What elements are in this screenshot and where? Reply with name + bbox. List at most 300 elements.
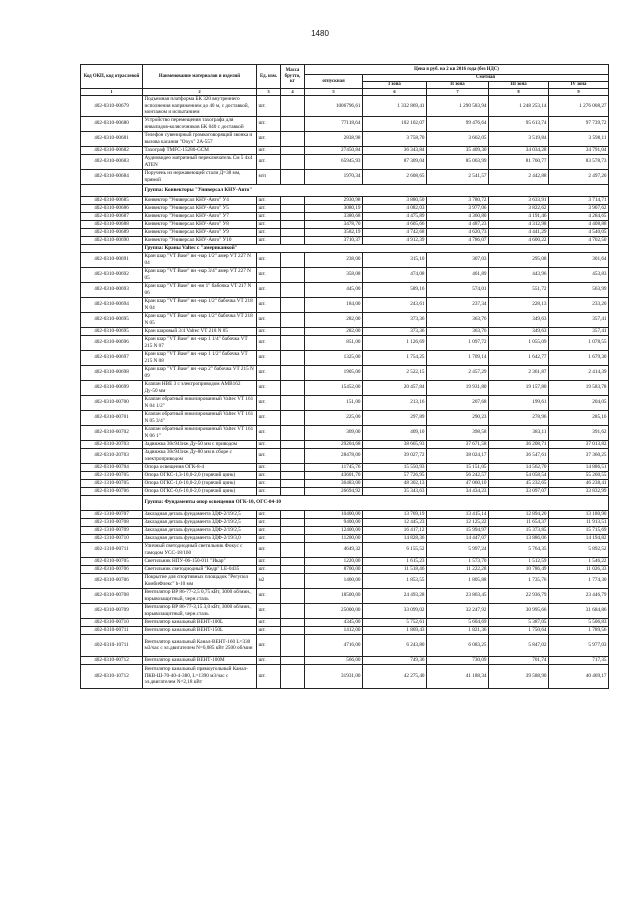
- item-unit: м2: [257, 573, 281, 588]
- item-mass: [281, 282, 305, 297]
- price-zone-2: 41 188,34: [427, 664, 489, 688]
- price-release: 282,00: [305, 327, 363, 335]
- item-unit: шт.: [257, 618, 281, 626]
- item-mass: [281, 618, 305, 626]
- item-mass: [281, 410, 305, 425]
- price-release: 43601,70: [305, 471, 363, 479]
- header-zone-2: II зона: [427, 82, 489, 89]
- price-zone-2: 15 151,05: [427, 463, 489, 471]
- price-zone-3: 1 735,76: [489, 573, 549, 588]
- price-release: 358,08: [305, 267, 363, 282]
- item-unit: шт.: [257, 448, 281, 463]
- price-zone-4: 3 598,11: [549, 131, 609, 146]
- price-zone-1: 2 608,65: [363, 169, 427, 184]
- price-zone-1: 12 445,23: [363, 518, 427, 526]
- price-zone-3: 4 312,98: [489, 220, 549, 228]
- item-code: 402-0310-00712: [81, 656, 143, 664]
- item-name: Кран шар "VT Base" вн -нар 1/2" бабочка VT 218 N 05: [143, 312, 257, 327]
- group-row: [81, 244, 609, 252]
- item-code: 402-0310-00708: [81, 588, 143, 603]
- table-row: [81, 425, 609, 440]
- item-mass: [281, 588, 305, 603]
- table-row: [81, 463, 609, 471]
- item-name: Конвектор "Универсал КНУ-Авто" У9: [143, 228, 257, 236]
- item-mass: [281, 542, 305, 557]
- price-release: 65945,93: [305, 154, 363, 169]
- price-zone-1: 4 475,89: [363, 212, 427, 220]
- item-mass: [281, 267, 305, 282]
- price-release: 4345,00: [305, 618, 363, 626]
- item-mass: [281, 196, 305, 204]
- item-unit: шт.: [257, 440, 281, 448]
- item-name: Конвектор "Универсал КНУ-Авто" У7: [143, 212, 257, 220]
- item-name: Клапан НВЕ 3 с электроприводом AMB162 Ду-50 мм: [143, 380, 257, 395]
- price-zone-2: 4 360,80: [427, 212, 489, 220]
- table-row: [81, 267, 609, 282]
- price-zone-2: 4 786,07: [427, 236, 489, 244]
- price-zone-3: 199,61: [489, 395, 549, 410]
- price-zone-3: 3 519,84: [489, 131, 549, 146]
- item-name: Вентилятор канальный ВЕНТ-150L: [143, 626, 257, 634]
- price-release: 77118,64: [305, 116, 363, 131]
- price-zone-1: 48 302,13: [363, 479, 427, 487]
- table-row: [81, 350, 609, 365]
- item-unit: шт.: [257, 312, 281, 327]
- price-zone-2: 207,68: [427, 395, 489, 410]
- item-code: 402-1310-00707: [81, 510, 143, 518]
- price-zone-2: 37 671,58: [427, 440, 489, 448]
- group-row: [81, 184, 609, 196]
- price-zone-3: 5 764,35: [489, 542, 549, 557]
- price-zone-1: 36 343,84: [363, 146, 427, 154]
- price-zone-4: 40 469,17: [549, 664, 609, 688]
- table-row: [81, 312, 609, 327]
- price-zone-1: 14 828,36: [363, 534, 427, 542]
- item-name: Кран шар "VT Base" вн -вн 1" бабочка VT 217 N 06: [143, 282, 257, 297]
- price-zone-1: 2 522,15: [363, 365, 427, 380]
- price-zone-2: 14 447,07: [427, 534, 489, 542]
- price-zone-4: 357,41: [549, 327, 609, 335]
- table-row: [81, 365, 609, 380]
- item-unit: шт.: [257, 565, 281, 573]
- item-mass: [281, 365, 305, 380]
- item-mass: [281, 479, 305, 487]
- price-zone-4: 11 913,51: [549, 518, 609, 526]
- item-code: 402-0310-00685: [81, 196, 143, 204]
- col-number: 6: [363, 89, 427, 96]
- table-row: [81, 395, 609, 410]
- price-zone-3: 15 373,85: [489, 526, 549, 534]
- item-name: Закладная деталь фундамента ЗДФ-2/19/3,0: [143, 534, 257, 542]
- item-mass: [281, 169, 305, 184]
- price-zone-4: 285,16: [549, 410, 609, 425]
- price-zone-4: 11 026,33: [549, 565, 609, 573]
- price-release: 2838,98: [305, 131, 363, 146]
- item-unit: шт.: [257, 350, 281, 365]
- item-unit: шт.: [257, 196, 281, 204]
- item-name: Кран шаровый 3/4 Valtec VT 218 N 05: [143, 327, 257, 335]
- price-zone-1: 38 665,93: [363, 440, 427, 448]
- price-zone-4: 14 194,82: [549, 534, 609, 542]
- item-mass: [281, 463, 305, 471]
- price-release: 29204,68: [305, 440, 363, 448]
- price-zone-3: 383,11: [489, 425, 549, 440]
- group-title: Группа: Краны Valtec с "американкой": [143, 244, 609, 252]
- item-mass: [281, 154, 305, 169]
- price-zone-2: 1 097,72: [427, 335, 489, 350]
- price-zone-2: 32 247,92: [427, 603, 489, 618]
- price-release: 3080,19: [305, 204, 363, 212]
- price-zone-3: 95 613,74: [489, 116, 549, 131]
- page-number: 1480: [311, 29, 329, 38]
- group-title: Группа: Фундаменты опор освещения ОГК-10, ОГС-04-10: [143, 495, 609, 510]
- column-number-row: [81, 89, 609, 96]
- price-zone-3: 1 512,59: [489, 557, 549, 565]
- item-unit: шт.: [257, 526, 281, 534]
- table-row: [81, 169, 609, 184]
- price-zone-2: 19 931,80: [427, 380, 489, 395]
- price-zone-4: 33 832,99: [549, 487, 609, 495]
- price-release: 4716,00: [305, 634, 363, 656]
- group-spacer: [81, 244, 143, 252]
- price-release: 36483,00: [305, 479, 363, 487]
- price-release: 282,00: [305, 312, 363, 327]
- price-zone-4: 301,64: [549, 252, 609, 267]
- price-zone-1: 24 493,28: [363, 588, 427, 603]
- col-number: 7: [427, 89, 489, 96]
- item-code: 402-0310-00697: [81, 350, 143, 365]
- price-zone-1: 11 518,46: [363, 565, 427, 573]
- table-row: [81, 565, 609, 573]
- price-zone-3: 701,74: [489, 656, 549, 664]
- table-row: [81, 542, 609, 557]
- price-zone-1: 409,10: [363, 425, 427, 440]
- price-zone-3: 349,63: [489, 327, 549, 335]
- item-unit: шт.: [257, 510, 281, 518]
- price-zone-1: 20 457,84: [363, 380, 427, 395]
- price-zone-4: 4 284,65: [549, 212, 609, 220]
- price-release: 4649,32: [305, 542, 363, 557]
- item-unit: шт.: [257, 327, 281, 335]
- item-code: 402-0310-00687: [81, 212, 143, 220]
- price-zone-1: 4 605,66: [363, 220, 427, 228]
- price-zone-4: 3 714,71: [549, 196, 609, 204]
- item-code: 402-0310-00692: [81, 267, 143, 282]
- item-name: Уличный светодиодный светильник Фокус с гамодом УСС-18/160: [143, 542, 257, 557]
- price-zone-1: 474,08: [363, 267, 427, 282]
- item-unit: шт.: [257, 463, 281, 471]
- item-code: 402-0310-00689: [81, 228, 143, 236]
- group-spacer: [81, 184, 143, 196]
- item-unit: шт.: [257, 365, 281, 380]
- item-unit: шт.: [257, 335, 281, 350]
- price-zone-1: 749,36: [363, 656, 427, 664]
- item-code: 402-1310-00705: [81, 479, 143, 487]
- price-zone-4: 1 679,30: [549, 350, 609, 365]
- item-unit: шт.: [257, 297, 281, 312]
- item-unit: м/п: [257, 169, 281, 184]
- price-zone-3: 19 157,80: [489, 380, 549, 395]
- table-row: [81, 131, 609, 146]
- price-table: [80, 64, 609, 689]
- price-zone-2: 5 604,69: [427, 618, 489, 626]
- item-mass: [281, 252, 305, 267]
- header-estimate: Сметная: [363, 75, 609, 82]
- item-name: Светильник НПУ-06-150-011 "Икар": [143, 557, 257, 565]
- table-row: [81, 440, 609, 448]
- price-zone-3: 2 442,88: [489, 169, 549, 184]
- price-zone-4: 4 540,05: [549, 228, 609, 236]
- price-zone-4: 19 583,78: [549, 380, 609, 395]
- price-zone-3: 295,08: [489, 252, 549, 267]
- col-number: 3: [257, 89, 281, 96]
- item-mass: [281, 565, 305, 573]
- price-zone-3: 228,13: [489, 297, 549, 312]
- price-zone-2: 1 805,88: [427, 573, 489, 588]
- item-name: Вентилятор канальный Канал-ВЕНТ-160 L=330 м3/час с эл.двигателем N=0,085 кВт 2500 об/мин: [143, 634, 257, 656]
- price-release: 28478,00: [305, 448, 363, 463]
- price-zone-1: 373,36: [363, 327, 427, 335]
- item-mass: [281, 312, 305, 327]
- item-mass: [281, 220, 305, 228]
- price-zone-3: 4 191,46: [489, 212, 549, 220]
- header-unit: Ед. изм.: [257, 65, 281, 89]
- item-name: Конвектор "Универсал КНУ-Авто" У10: [143, 236, 257, 244]
- item-code: 402-0310-00682: [81, 146, 143, 154]
- price-release: 26694,92: [305, 487, 363, 495]
- price-zone-2: 35 409,30: [427, 146, 489, 154]
- item-code: 402-0310-10711: [81, 634, 143, 656]
- price-zone-4: 1 774,30: [549, 573, 609, 588]
- item-code: 402-0310-00683: [81, 154, 143, 169]
- item-name: Покрытие для спортивных площадок "Регупол КомбиФлекс" h-10 мм: [143, 573, 257, 588]
- item-name: Светильник светодиодный "Кедр" LE-0435: [143, 565, 257, 573]
- price-zone-3: 3 633,91: [489, 196, 549, 204]
- item-mass: [281, 634, 305, 656]
- price-zone-1: 589,16: [363, 282, 427, 297]
- table-row: [81, 448, 609, 463]
- item-code: 402-0310-00706: [81, 487, 143, 495]
- item-code: 402-0310-00686: [81, 204, 143, 212]
- item-name: Кран шар "VT Base" вн -нар 1 1/2" бабочка VT 215 N 08: [143, 350, 257, 365]
- price-zone-1: 1 615,23: [363, 557, 427, 565]
- item-unit: шт.: [257, 656, 281, 664]
- table-row: [81, 282, 609, 297]
- item-mass: [281, 448, 305, 463]
- price-zone-2: 11 222,28: [427, 565, 489, 573]
- col-number: 4: [281, 89, 305, 96]
- price-zone-3: 30 995,66: [489, 603, 549, 618]
- table-row: [81, 146, 609, 154]
- item-mass: [281, 425, 305, 440]
- item-name: Вентилятор канальный ВЕНТ-100М: [143, 656, 257, 664]
- price-zone-2: 3 977,06: [427, 204, 489, 212]
- price-zone-3: 10 786,49: [489, 565, 549, 573]
- price-zone-4: 3 907,62: [549, 204, 609, 212]
- item-mass: [281, 131, 305, 146]
- price-zone-4: 2 414,39: [549, 365, 609, 380]
- item-mass: [281, 573, 305, 588]
- item-code: 402-0310-00680: [81, 116, 143, 131]
- price-zone-1: 243,61: [363, 297, 427, 312]
- item-mass: [281, 236, 305, 244]
- price-zone-2: 237,34: [427, 297, 489, 312]
- table-row: [81, 228, 609, 236]
- item-code: 402-0310-00705: [81, 557, 143, 565]
- group-spacer: [81, 495, 143, 510]
- item-mass: [281, 204, 305, 212]
- item-unit: шт.: [257, 236, 281, 244]
- col-number: 8: [489, 89, 549, 96]
- item-name: Опора ОГКС-0,6-10,0-2,0 (горячий цинк): [143, 487, 257, 495]
- item-mass: [281, 380, 305, 395]
- price-zone-4: 5 506,83: [549, 618, 609, 626]
- price-zone-3: 3 822,62: [489, 204, 549, 212]
- price-zone-4: 46 238,41: [549, 479, 609, 487]
- price-zone-1: 42 275,40: [363, 664, 427, 688]
- price-zone-3: 45 232,65: [489, 479, 549, 487]
- price-release: 3710,37: [305, 236, 363, 244]
- price-zone-3: 14 562,70: [489, 463, 549, 471]
- price-zone-1: 102 102,07: [363, 116, 427, 131]
- item-name: Поручень из нержавеющей стали Д=38 мм, прямой: [143, 169, 257, 184]
- price-zone-1: 6 155,52: [363, 542, 427, 557]
- price-zone-3: 443,96: [489, 267, 549, 282]
- price-release: 851,00: [305, 335, 363, 350]
- item-code: 402-0310-00694: [81, 297, 143, 312]
- table-row: [81, 626, 609, 634]
- price-zone-4: 2 497,20: [549, 169, 609, 184]
- price-zone-4: 31 684,86: [549, 603, 609, 618]
- table-row: [81, 204, 609, 212]
- price-zone-3: 1 750,64: [489, 626, 549, 634]
- header-release: отпускная: [305, 75, 363, 89]
- table-row: [81, 236, 609, 244]
- table-row: [81, 297, 609, 312]
- col-number: 9: [549, 89, 609, 96]
- item-unit: шт.: [257, 228, 281, 236]
- item-name: Кран шар "VT Base" вн -нар 2" бабочка VT 215 N 09: [143, 365, 257, 380]
- item-unit: шт.: [257, 395, 281, 410]
- price-zone-3: 36 208,71: [489, 440, 549, 448]
- header-zone-3: III зона: [489, 82, 549, 89]
- price-zone-4: 1 078,55: [549, 335, 609, 350]
- header-price-group: Цена в руб. на 2 кв 2016 года (без НДС): [305, 65, 609, 75]
- table-row: [81, 573, 609, 588]
- price-table-body: [81, 96, 609, 689]
- price-zone-1: 4 912,39: [363, 236, 427, 244]
- header-zone-1: I зона: [363, 82, 427, 89]
- item-code: 402-0310-00695: [81, 312, 143, 327]
- price-release: 309,00: [305, 425, 363, 440]
- price-zone-1: 87 309,04: [363, 154, 427, 169]
- item-unit: шт.: [257, 626, 281, 634]
- item-unit: шт.: [257, 380, 281, 395]
- item-name: Задвижка 30с941нж Ду-80 мм в сборе с электроприводом: [143, 448, 257, 463]
- item-code: 402-0310-00706: [81, 573, 143, 588]
- item-mass: [281, 116, 305, 131]
- price-release: 1970,34: [305, 169, 363, 184]
- item-name: Конвектор "Универсал КНУ-Авто" У5: [143, 204, 257, 212]
- price-zone-1: 16 417,12: [363, 526, 427, 534]
- price-zone-4: 1 789,56: [549, 626, 609, 634]
- item-name: Тахограф TMFC-15280-GCM: [143, 146, 257, 154]
- item-unit: шт.: [257, 154, 281, 169]
- price-release: 15452,00: [305, 380, 363, 395]
- item-name: Конвектор "Универсал КНУ-Авто" У4: [143, 196, 257, 204]
- price-zone-3: 33 097,07: [489, 487, 549, 495]
- item-name: Кран шар "VT Base" вн -нар 1 1/4" бабочка VT 215 N 07: [143, 335, 257, 350]
- item-code: 402-1310-00705: [81, 471, 143, 479]
- price-zone-1: 297,89: [363, 410, 427, 425]
- price-zone-4: 37 013,82: [549, 440, 609, 448]
- item-code: 402-0310-10712: [81, 664, 143, 688]
- price-zone-2: 363,76: [427, 327, 489, 335]
- item-unit: шт.: [257, 471, 281, 479]
- item-unit: шт.: [257, 212, 281, 220]
- item-unit: шт.: [257, 534, 281, 542]
- item-unit: шт.: [257, 146, 281, 154]
- price-zone-1: 4 742,68: [363, 228, 427, 236]
- price-zone-3: 349,63: [489, 312, 549, 327]
- price-release: 27450,84: [305, 146, 363, 154]
- price-zone-2: 307,03: [427, 252, 489, 267]
- table-row: [81, 252, 609, 267]
- group-row: [81, 495, 609, 510]
- item-name: Вентилятор канальный ВЕНТ-100L: [143, 618, 257, 626]
- item-mass: [281, 440, 305, 448]
- table-row: [81, 380, 609, 395]
- price-release: 11745,76: [305, 463, 363, 471]
- col-number: 5: [305, 89, 363, 96]
- item-mass: [281, 228, 305, 236]
- price-zone-3: 1 248 253,14: [489, 96, 549, 117]
- item-name: Закладная деталь фундамента ЗДФ-2/19/2,5: [143, 510, 257, 518]
- price-release: 10400,00: [305, 510, 363, 518]
- item-code: 402-0310-00693: [81, 282, 143, 297]
- item-name: Закладная деталь фундамента ЗДФ-2/19/2,5: [143, 518, 257, 526]
- item-mass: [281, 350, 305, 365]
- item-name: Вентилятор ВР 86-77-3,15 3,0 кВт, 3000 об/мин., взрывозащитный, черн.сталь: [143, 603, 257, 618]
- item-unit: шт.: [257, 518, 281, 526]
- price-zone-3: 11 654,37: [489, 518, 549, 526]
- item-name: Опора освещения ОГК-8-4: [143, 463, 257, 471]
- table-row: [81, 656, 609, 664]
- item-unit: шт.: [257, 603, 281, 618]
- price-zone-4: 4 408,88: [549, 220, 609, 228]
- item-code: 402-0310-00700: [81, 395, 143, 410]
- item-code: 402-0310-00695: [81, 327, 143, 335]
- header-code: Код ОКП, код отраслевой: [81, 65, 143, 89]
- item-code: 402-0310-00702: [81, 425, 143, 440]
- table-row: [81, 116, 609, 131]
- table-row: [81, 220, 609, 228]
- item-unit: шт.: [257, 557, 281, 565]
- item-code: 402-0310-00698: [81, 365, 143, 380]
- item-code: 402-0310-20703: [81, 448, 143, 463]
- item-name: Аудиовидео матричный переключатель См 5 4х4 ATEN: [143, 154, 257, 169]
- price-zone-2: 398,58: [427, 425, 489, 440]
- price-zone-3: 54 058,54: [489, 471, 549, 479]
- price-zone-1: 15 550,93: [363, 463, 427, 471]
- price-release: 18500,00: [305, 588, 363, 603]
- price-zone-1: 373,36: [363, 312, 427, 327]
- item-mass: [281, 212, 305, 220]
- price-zone-2: 1 821,36: [427, 626, 489, 634]
- price-release: 12400,00: [305, 526, 363, 534]
- price-zone-2: 363,76: [427, 312, 489, 327]
- price-zone-4: 97 739,72: [549, 116, 609, 131]
